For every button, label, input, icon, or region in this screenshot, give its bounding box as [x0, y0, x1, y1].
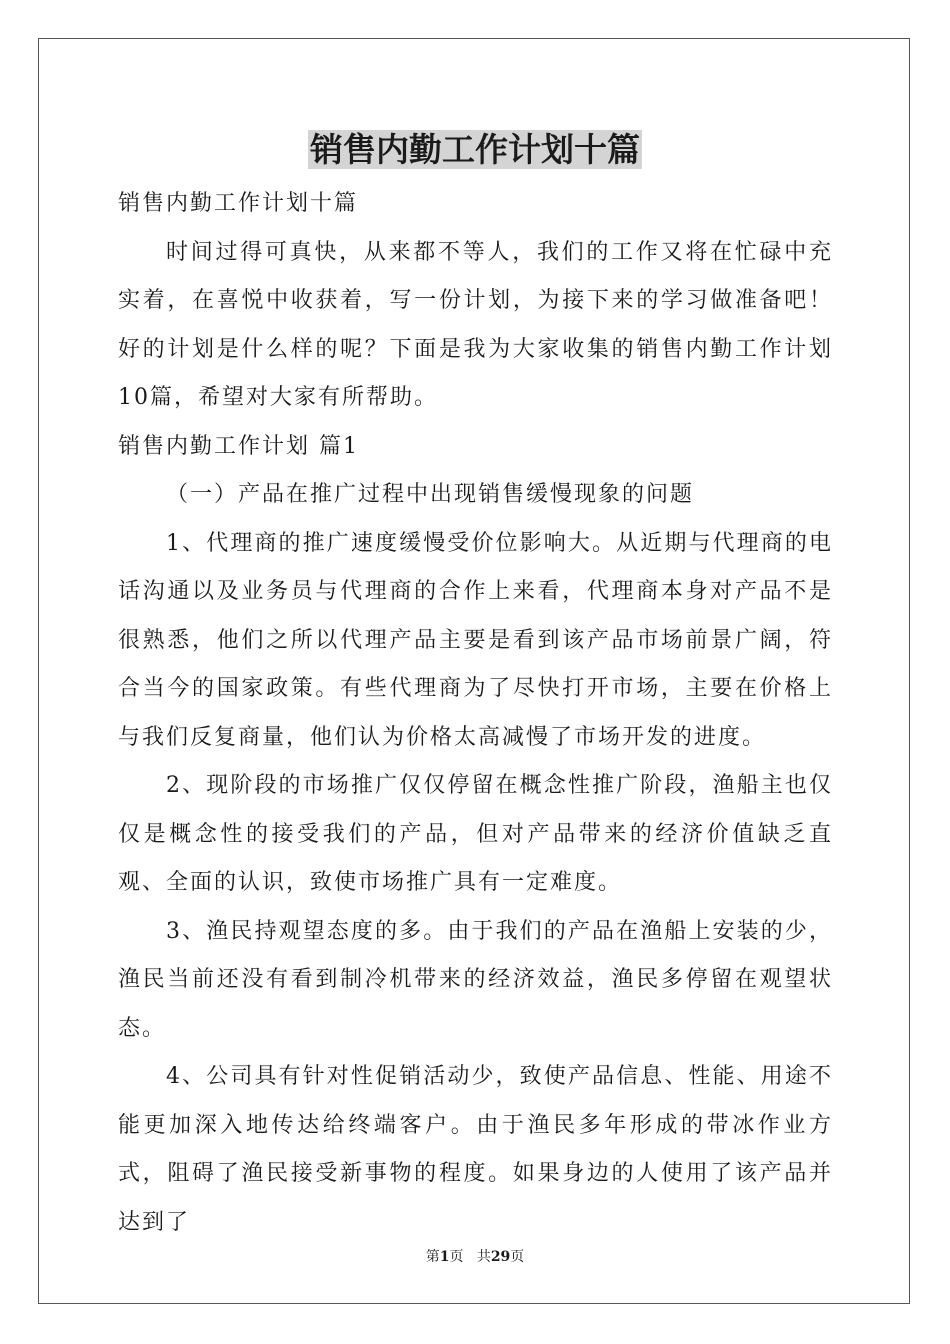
body-paragraph: 1、代理商的推广速度缓慢受价位影响大。从近期与代理商的电话沟通以及业务员与代理商的合作上来看，代理商本身对产品不是很熟悉，他们之所以代理产品主要是看到该产品市场前景广阔，符合当今的国家政策。有些代理商为了尽快打开市场，主要在价格上与我们反复商量，他们认为价格太高减慢了市场开发的进度。	[118, 530, 833, 750]
intro-paragraph: 时间过得可真快，从来都不等人，我们的工作又将在忙碌中充实着，在喜悦中收获着，写一份计划，为接下来的学习做准备吧！好的计划是什么样的呢？下面是我为大家收集的销售内勤工作计划10篇，希望对大家有所帮助。	[118, 239, 833, 410]
footer-total-suffix: 页	[510, 1249, 525, 1265]
section-heading: 销售内勤工作计划 篇1	[118, 433, 359, 459]
footer-total-pages: 29	[490, 1249, 511, 1265]
footer-page-prefix: 第	[425, 1249, 440, 1265]
body-paragraph: 2、现阶段的市场推广仅仅停留在概念性推广阶段，渔船主也仅仅是概念性的接受我们的产品，但对产品带来的经济价值缺乏直观、全面的认识，致使市场推广具有一定难度。	[118, 773, 833, 895]
document-title-text: 销售内勤工作计划十篇	[310, 130, 640, 169]
document-title	[0, 128, 950, 172]
footer-total-prefix: 共	[476, 1249, 491, 1265]
footer-page-number: 1	[439, 1249, 450, 1265]
document-subtitle: 销售内勤工作计划十篇	[118, 191, 359, 216]
footer-page-suffix: 页	[449, 1249, 464, 1265]
body-paragraph: 3、渔民持观望态度的多。由于我们的产品在渔船上安装的少，渔民当前还没有看到制冷机带来的经济效益，渔民多停留在观望状态。	[118, 918, 833, 1041]
document-body	[118, 180, 833, 1247]
page-footer	[0, 1248, 950, 1266]
body-paragraph: 4、公司具有针对性促销活动少，致使产品信息、性能、用途不能更加深入地传达给终端客户。由于渔民多年形成的带冰作业方式，阻碍了渔民接受新事物的程度。如果身边的人使用了该产品并达到了	[118, 1064, 833, 1235]
subsection-heading: （一）产品在推广过程中出现销售缓慢现象的问题	[166, 482, 695, 507]
